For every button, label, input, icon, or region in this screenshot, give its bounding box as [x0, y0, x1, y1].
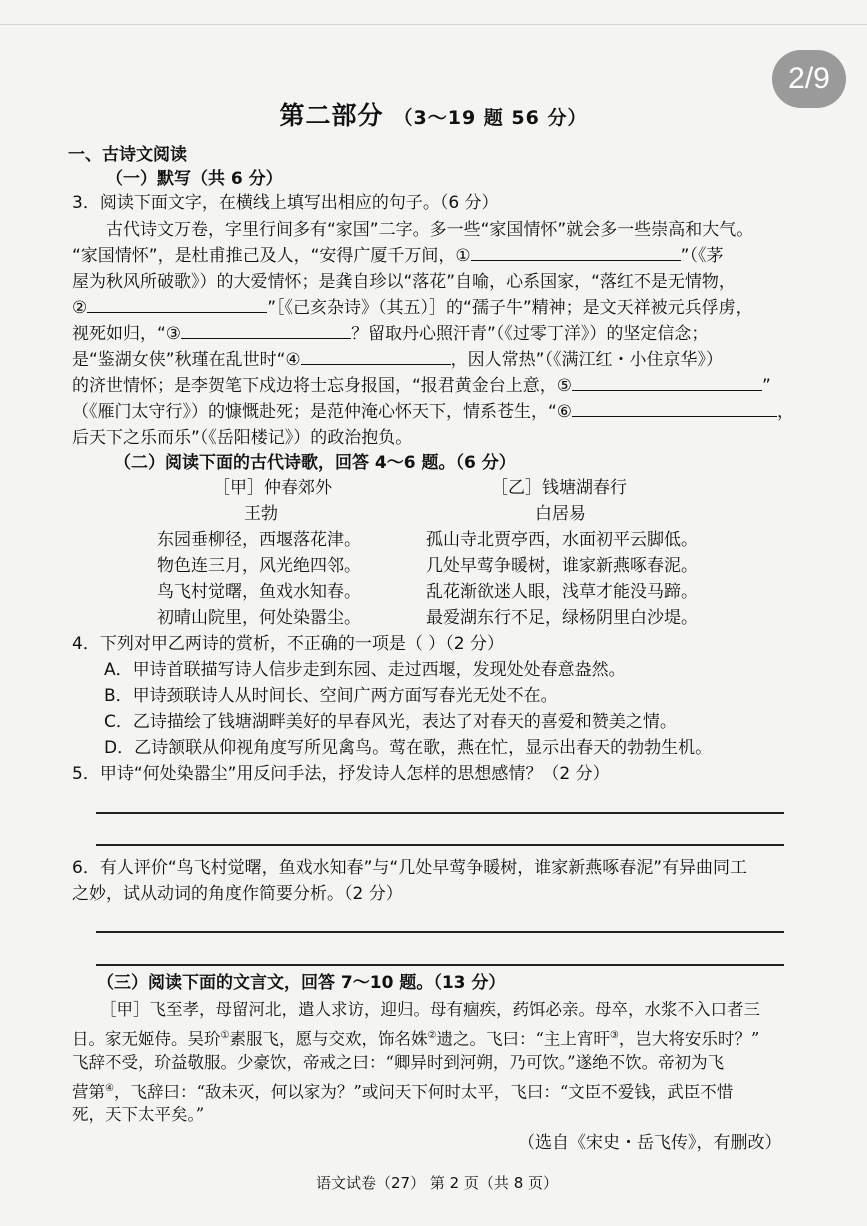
classical-line-1: ［甲］飞至孝，母留河北，遣人求访，迎归。母有痼疾，药饵必亲。母卒，水浆不入口者三: [100, 1000, 760, 1019]
classical-line-5: 死，天下太平矣。”: [72, 1105, 205, 1124]
page-counter-badge[interactable]: 2/9: [772, 50, 846, 108]
poem-a-line: 初晴山院里，何处染嚣尘。: [157, 608, 361, 628]
blank-2[interactable]: [87, 296, 267, 313]
poem-a-line: 物色连三月，风光绝四邻。: [157, 556, 361, 576]
poem-b-line: 最爱湖东行不足，绿杨阴里白沙堤。: [426, 608, 698, 628]
q3-line-3: 屋为秋风所破歌》）的大爱情怀；是龚自珍以“落花”自喻，心系国家，“落红不是无情物，: [72, 272, 736, 292]
q3-stem: 3．阅读下面文字，在横线上填写出相应的句子。（6 分）: [72, 193, 499, 213]
poem-b-author: 白居易: [535, 504, 586, 524]
classical-line-2: 日。家无姬侍。吴玠①素服飞，愿与交欢，饰名姝②遗之。飞曰：“主上宵旰③，岂大将安乐时？”: [72, 1029, 760, 1049]
q6-answer-line[interactable]: [96, 931, 784, 933]
poem-b-line: 几处早莺争暖树，谁家新燕啄春泥。: [426, 556, 698, 576]
classical-line-4: 营第④，飞辞曰：“敌未灭，何以家为？”或问天下何时太平，飞曰：“文臣不爱钱，武臣不惜: [72, 1082, 734, 1102]
q3-line-8: （《雁门太守行》）的慷慨赴死；是范仲淹心怀天下，情系苍生，“⑥ ，: [72, 402, 795, 422]
q6-answer-line[interactable]: [96, 964, 784, 966]
q4-option-c[interactable]: C．乙诗描绘了钱塘湖畔美好的早春风光，表达了对春天的喜爱和赞美之情。: [104, 712, 677, 732]
section-1-sub1: （一）默写（共 6 分）: [106, 169, 283, 189]
q3-line-4: ② ”［《己亥杂诗》（其五）］的“孺子牛”精神；是文天祥被元兵俘虏，: [72, 298, 753, 318]
page-top-edge: [0, 24, 867, 25]
q4-option-a[interactable]: A．甲诗首联描写诗人信步走到东园、走过西堰，发现处处春意盎然。: [104, 660, 626, 680]
blank-4[interactable]: [301, 348, 451, 365]
section-1-title: 一、古诗文阅读: [68, 145, 187, 165]
q5-stem: 5．甲诗“何处染嚣尘”用反问手法，抒发诗人怎样的思想感情？（2 分）: [72, 764, 610, 784]
part-title: [0, 96, 867, 132]
q3-line-7: 的济世情怀；是李贺笔下戍边将士忘身报国，“报君黄金台上意，⑤ ”: [72, 376, 771, 396]
poem-a-title: ［甲］仲春郊外: [213, 478, 332, 498]
blank-6[interactable]: [572, 400, 777, 417]
classical-source: （选自《宋史・岳飞传》，有删改）: [518, 1133, 782, 1153]
poem-b-line: 乱花渐欲迷人眼，浅草才能没马蹄。: [426, 582, 698, 602]
q3-line-5: 视死如归，“③ ？留取丹心照汗青”（《过零丁洋》）的坚定信念；: [72, 324, 709, 344]
q3-line-9: 后天下之乐而乐”（《岳阳楼记》）的政治抱负。: [72, 428, 413, 448]
poem-a-line: 鸟飞村觉曙，鱼戏水知春。: [157, 582, 361, 602]
q5-answer-line[interactable]: [96, 812, 784, 814]
blank-3[interactable]: [181, 322, 351, 339]
poem-a-line: 东园垂柳径，西堰落花津。: [157, 530, 361, 550]
q6-line-2: 之妙，试从动词的角度作简要分析。（2 分）: [72, 884, 403, 904]
section-2-title: （二）阅读下面的古代诗歌，回答 4～6 题。（6 分）: [114, 453, 516, 473]
q3-line-2: “家国情怀”，是杜甫推己及人，“安得广厦千万间，① ”（《茅: [72, 246, 724, 266]
q3-line-6: 是“鉴湖女侠”秋瑾在乱世时“④ ，因人常热”（《满江红・小住京华》）: [72, 350, 723, 370]
page-footer: 语文试卷（27） 第 2 页（共 8 页）: [316, 1174, 559, 1192]
poem-b-line: 孤山寺北贾亭西，水面初平云脚低。: [426, 530, 698, 550]
q4-stem: 4．下列对甲乙两诗的赏析，不正确的一项是（ ）（2 分）: [72, 634, 504, 654]
q4-option-d[interactable]: D．乙诗颔联从仰视角度写所见禽鸟。莺在歌，燕在忙，显示出春天的勃勃生机。: [104, 738, 713, 758]
poem-a-author: 王勃: [244, 504, 278, 524]
poem-b-title: ［乙］钱塘湖春行: [491, 478, 627, 498]
part-title-sub: （3～19 题 56 分）: [393, 107, 588, 129]
section-3-title: （三）阅读下面的文言文，回答 7～10 题。（13 分）: [97, 973, 506, 993]
q3-line-1: 古代诗文万卷，字里行间多有“家国”二字。多一些“家国情怀”就会多一些崇高和大气。: [106, 220, 754, 240]
blank-1[interactable]: [471, 244, 681, 261]
q5-answer-line[interactable]: [96, 844, 784, 846]
classical-line-3: 飞辞不受，玠益敬服。少豪饮，帝戒之曰：“卿异时到河朔，乃可饮。”遂绝不饮。帝初为飞: [72, 1053, 725, 1072]
q4-option-b[interactable]: B．甲诗颈联诗人从时间长、空间广两方面写春光无处不在。: [104, 686, 558, 706]
blank-5[interactable]: [572, 374, 762, 391]
q6-line-1: 6．有人评价“鸟飞村觉曙，鱼戏水知春”与“几处早莺争暖树，谁家新燕啄春泥”有异曲同工: [72, 858, 748, 878]
part-title-main: 第二部分: [279, 101, 384, 130]
